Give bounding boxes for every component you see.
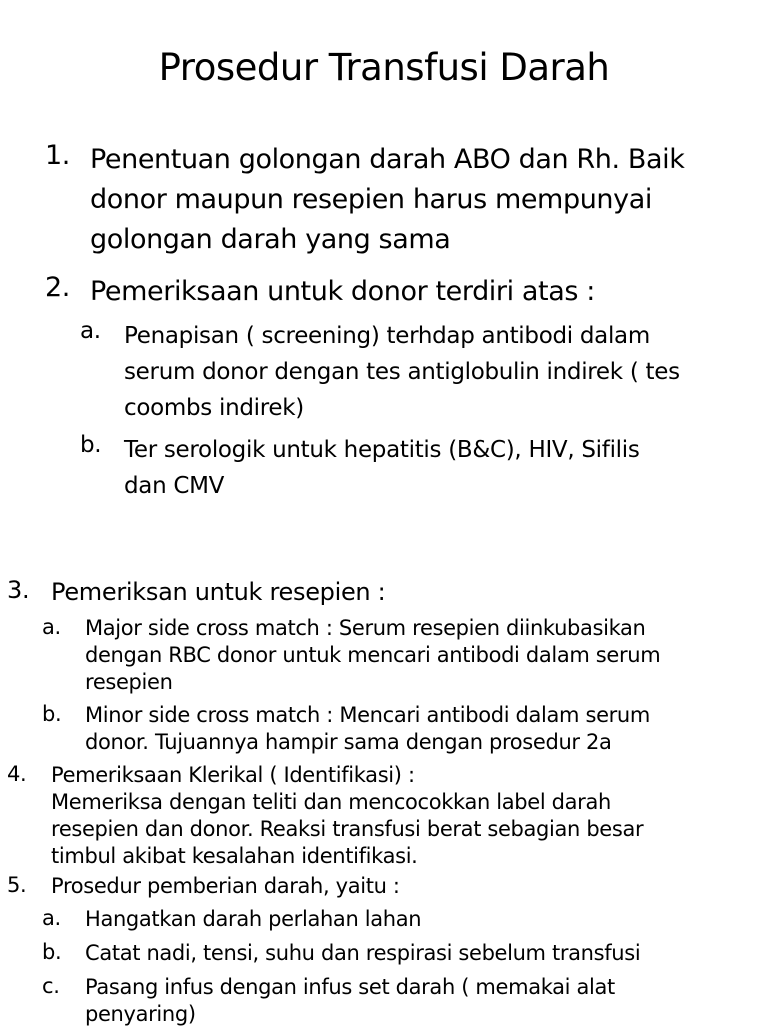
list-item-text: Pemeriksaan Klerikal ( Identifikasi) : [51, 763, 415, 787]
list-item-text: Hangatkan darah perlahan lahan [85, 907, 422, 931]
list-item-1 [45, 140, 685, 260]
list-item-text: Penentuan golongan darah ABO dan Rh. Baik [90, 144, 685, 175]
sub-item-2b [80, 432, 640, 504]
list-letter: a. [42, 615, 61, 639]
list-number: 1. [45, 140, 70, 171]
list-item-5 [7, 873, 400, 900]
sub-item-5c [42, 974, 615, 1028]
list-item-text: timbul akibat kesalahan identifikasi. [51, 844, 418, 868]
list-item-text: Major side cross match : Serum resepien diinkubasikan [85, 616, 646, 640]
sub-item-5b [42, 940, 641, 967]
list-item-4 [7, 762, 644, 870]
sub-item-5a [42, 906, 422, 933]
list-item-text: Minor side cross match : Mencari antibodi dalam serum [85, 703, 651, 727]
list-item-text: Pemeriksan untuk resepien : [51, 578, 386, 606]
list-item-text: donor. Tujuannya hampir sama dengan prosedur 2a [85, 730, 612, 754]
list-item-text: resepien [85, 670, 173, 694]
list-item-text: penyaring) [85, 1002, 196, 1026]
list-number: 4. [7, 762, 27, 786]
list-item-3 [7, 576, 386, 608]
list-number: 2. [45, 272, 70, 303]
list-number: 3. [7, 576, 30, 604]
sub-item-3a [42, 615, 661, 696]
list-item-2 [45, 272, 595, 312]
list-item-text: dan CMV [124, 473, 225, 499]
list-item-text: Penapisan ( screening) terhdap antibodi dalam [124, 323, 650, 349]
list-item-text: donor maupun resepien harus mempunyai [90, 184, 652, 215]
list-number: 5. [7, 873, 27, 897]
list-letter: a. [42, 906, 61, 930]
list-item-text: Prosedur pemberian darah, yaitu : [51, 874, 400, 898]
list-letter: a. [80, 318, 101, 344]
list-item-text: golongan darah yang sama [90, 224, 451, 255]
page-title: Prosedur Transfusi Darah [158, 46, 610, 89]
list-item-text: resepien dan donor. Reaksi transfusi berat sebagian besar [51, 817, 644, 841]
list-item-text: serum donor dengan tes antiglobulin indirek ( tes [124, 359, 680, 385]
list-item-text: Memeriksa dengan teliti dan mencocokkan label darah [51, 790, 611, 814]
list-item-text: Pasang infus dengan infus set darah ( memakai alat [85, 975, 615, 999]
list-item-text: Pemeriksaan untuk donor terdiri atas : [90, 276, 595, 307]
list-item-text: Catat nadi, tensi, suhu dan respirasi sebelum transfusi [85, 941, 641, 965]
list-letter: b. [80, 432, 102, 458]
list-item-text: Ter serologik untuk hepatitis (B&C), HIV, Sifilis [124, 437, 640, 463]
list-letter: b. [42, 940, 62, 964]
list-letter: b. [42, 702, 62, 726]
list-item-text: coombs indirek) [124, 395, 304, 421]
sub-item-3b [42, 702, 651, 756]
list-letter: c. [42, 974, 60, 998]
sub-item-2a [80, 318, 680, 426]
list-item-text: dengan RBC donor untuk mencari antibodi dalam serum [85, 643, 661, 667]
